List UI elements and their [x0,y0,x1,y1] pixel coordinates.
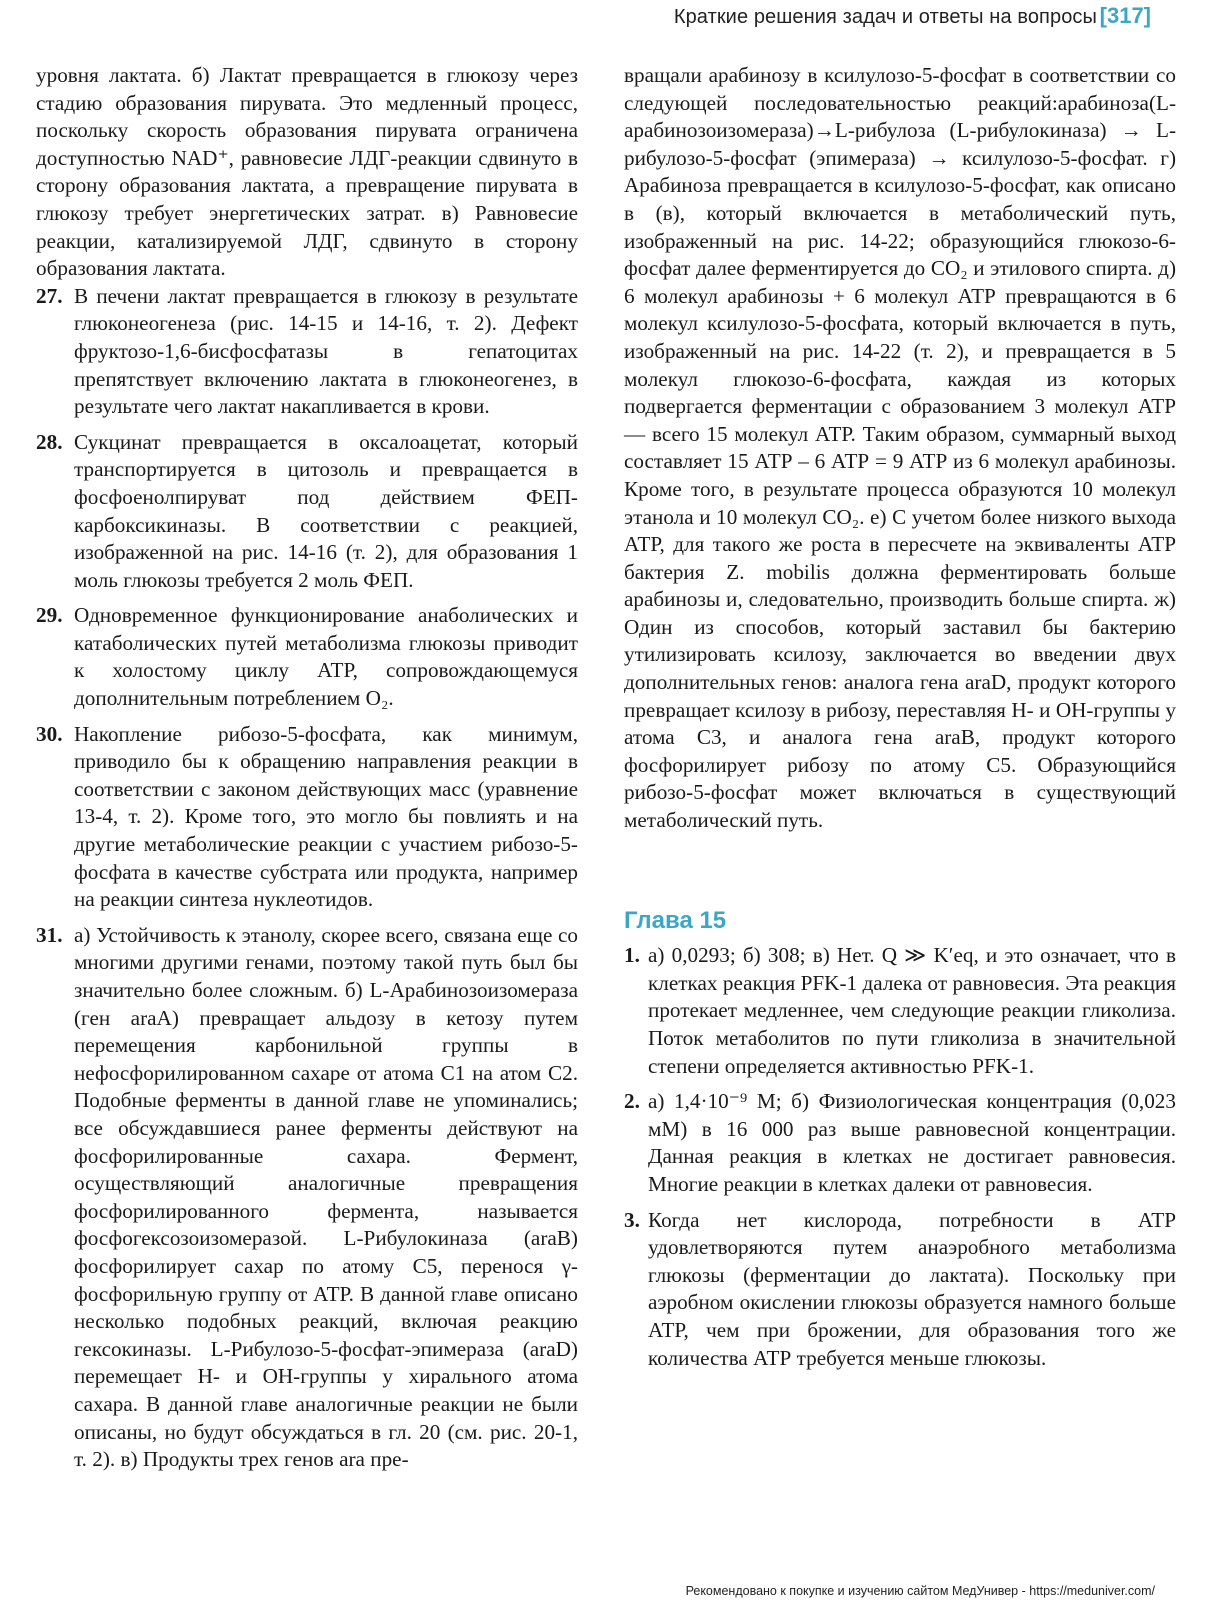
answer-item-30 [36,721,578,914]
answer-item-1 [624,942,1176,1080]
right-column [624,62,1176,1380]
item-number: 3. [624,1207,640,1232]
answer-item-29 [36,602,578,712]
item-text: Накопление рибозо-5-фосфата, как минимум, приводило бы к обращению направления реакции в соответствии с законом действующих масс (уравнение 13-4, т. 2). Кроме того, это могло бы повлиять и на другие метаболические реакции с участием рибозо-5-фосфата в качестве субстрата или продукта, например на реакции синтеза нуклеотидов. [74,721,578,912]
chapter-heading: Глава 15 [624,906,727,934]
intro-paragraph: уровня лактата. б) Лактат превращается в глюкозу через стадию образования пирувата. Это медленный процесс, поскольку скорость образования пирувата ограничена доступностью NAD⁺, равновесие ЛДГ-реакции сдвинуто в сторону образования лактата, а превращение пирувата в глюкозу требует энергетических затрат. в) Равновесие реакции, катализируемой ЛДГ, сдвинуто в сторону образования лактата. [36,63,578,281]
answer-item-27 [36,283,578,421]
continuation-paragraph: вращали арабинозу в ксилулозо-5-фосфат в соответствии со следующей последовательностью реакций:арабиноза(L-арабинозоизомераза)→L-рибулоза (L-рибулокиназа) → L-рибулозо-5-фосфат (эпимераза) → ксилулозо-5-фосфат. г) Арабиноза превращается в ксилулозо-5-фосфат, как описано в (в), который включается в метаболический путь, изображенный на рис. 14-22; образующийся глюкозо-6-фосфат далее ферментируется до CO₂ и этилового спирта. д) 6 молекул арабинозы + 6 молекул АТР превращаются в 6 молекул ксилулозо-5-фосфата, который включается в путь, изображенный на рис. 14-22 (т. 2), и превращается в 5 молекул глюкозо-6-фосфата, каждая из которых подвергается ферментации с образованием 3 молекул АТР — всего 15 молекул АТР. Таким образом, суммарный выход составляет 15 АТР – 6 АТР = 9 АТР из 6 молекул арабинозы. Кроме того, в результате процесса образуются 10 молекул этанола и 10 молекул CO₂. е) С учетом более низкого выхода АТР, для такого же роста в пересчете на эквиваленты АТР бактерия Z. mobilis должна ферментировать больше арабинозы и, следовательно, производить больше спирта. ж) Один из способов, который заставил бы бактерию утилизировать ксилозу, заключается во введении двух дополнительных генов: аналога гена araD, продукт которого превращает ксилозу в рибозу, переставляя Н- и ОН-группы у атома С3, и аналога гена araB, продукт которого фосфорилирует рибозу по атому С5. Образующийся рибозо-5-фосфат может включаться в существующий метаболический путь. [624,63,1176,833]
item-text: а) 0,0293; б) 308; в) Нет. Q ≫ K′eq, и это означает, что в клетках реакция PFK-1 далека от равновесия. Эта реакция протекает медленнее, чем следующие реакции гликолиза. Поток метаболитов по пути гликолиза в значительной степени определяется активностью PFK-1. [648,943,1176,1078]
answer-item-2 [624,1088,1176,1198]
item-text: Сукцинат превращается в оксалоацетат, который транспортируется в цитозоль и превращается в фосфоенолпируват под действием ФЕП-карбоксикиназы. В соответствии с реакцией, изображенной на рис. 14-16 (т. 2), для образования 1 моль глюкозы требуется 2 моль ФЕП. [74,429,578,592]
item-number: 2. [624,1089,640,1114]
running-title: Краткие решения задач и ответы на вопросы [673,6,1097,28]
item-number: 27. [36,283,63,308]
item-number: 28. [36,429,63,454]
answer-item-31 [36,922,578,1474]
item-text: а) Устойчивость к этанолу, скорее всего, связана еще со многими другими генами, поэтому такой путь был бы значительно более сложным. б) L-Арабинозоизомераза (ген araA) превращает альдозу в кетозу путем перемещения карбонильной группы в нефосфорилированном сахаре от атома С1 на атом С2. Подобные ферменты в данной главе не упоминались; все обсуждавшиеся ранее ферменты действуют на фосфорилированные сахара. Фермент, осуществляющий аналогичные превращения фосфорилированного фермента, называется фосфогексозоизомеразой. L-Рибулокиназа (araB) фосфорилирует сахар по атому С5, перенося γ-фосфорильную группу от АТР. В данной главе описано несколько подобных реакций, включая реакцию гексокиназы. L-Рибулозо-5-фосфат-эпимераза (araD) перемещает Н- и ОН-группы у хирального атома сахара. В данной главе аналогичные реакции не были описаны, но будут обсуждаться в гл. 20 (см. рис. 20-1, т. 2). в) Продукты трех генов ara пре- [74,922,578,1472]
page-header [0,0,1213,42]
answer-item-28 [36,429,578,595]
answer-item-3 [624,1207,1176,1373]
item-text: Одновременное функционирование анаболических и катаболических путей метаболизма глюкозы приводит к холостому циклу АТР, сопровождающемуся дополнительным потреблением O₂. [74,603,578,711]
item-number: 1. [624,943,640,968]
item-number: 29. [36,603,63,628]
item-number: 30. [36,721,63,746]
item-number: 31. [36,922,63,947]
footer-note: Рекомендовано к покупке и изучению сайтом МедУнивер - https://meduniver.com/ [685,1584,1155,1598]
item-text: Когда нет кислорода, потребности в АТР удовлетворяются путем анаэробного метаболизма глюкозы (ферментации до лактата). Поскольку при аэробном окислении глюкозы образуется намного больше АТР, чем при брожении, для образования того же количества АТР требуется меньше глюкозы. [648,1207,1176,1370]
item-text: а) 1,4·10⁻⁹ М; б) Физиологическая концентрация (0,023 мМ) в 16 000 раз выше равновесной концентрации. Данная реакция в клетках не достигает равновесия. Многие реакции в клетках далеки от равновесия. [648,1089,1176,1196]
item-text: В печени лактат превращается в глюкозу в результате глюконеогенеза (рис. 14-15 и 14-16, т. 2). Дефект фруктозо-1,6-бисфосфатазы в гепатоцитах препятствует включению лактата в глюконеогенез, в результате чего лактат накапливается в крови. [74,283,578,419]
page-number: [317] [1099,3,1151,28]
left-column [36,62,578,1482]
